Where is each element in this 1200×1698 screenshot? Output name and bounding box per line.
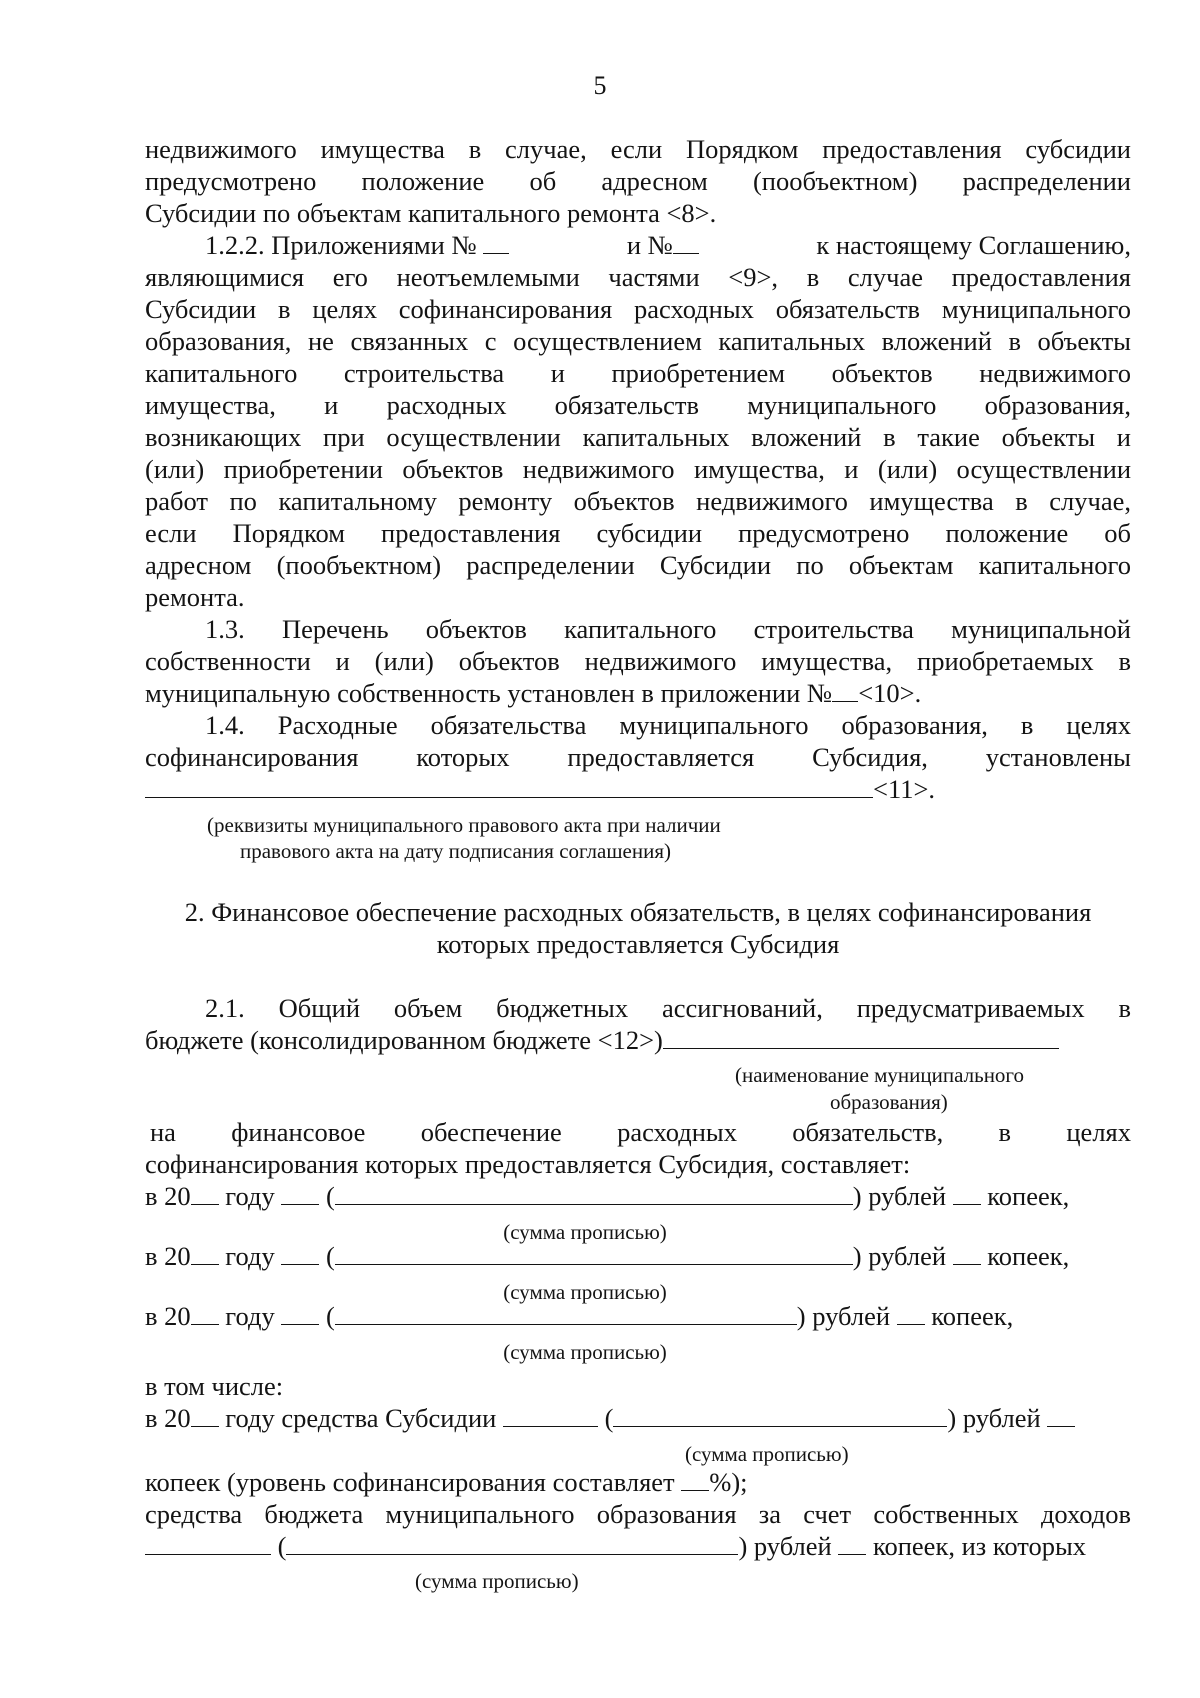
paragraph-line: возникающих при осуществлении капитальных вложений в такие объекты и	[145, 422, 1131, 452]
page-number: 5	[593, 71, 607, 100]
amount-blank[interactable]	[281, 1300, 319, 1325]
paragraph-line: образования, не связанных с осуществлением капитальных вложений в объекты	[145, 326, 1131, 356]
municipality-blank[interactable]	[663, 1024, 1059, 1049]
amount-words-blank[interactable]	[613, 1402, 947, 1427]
paragraph-line: в том числе:	[145, 1371, 284, 1401]
clause-2-1-line: 2.1. Общий объем бюджетных ассигнований, предусматриваемых в	[205, 993, 1131, 1023]
year-amount-row: в 20 году ( ) рублей копеек,	[145, 1241, 1070, 1271]
year-blank[interactable]	[191, 1402, 219, 1427]
legal-act-blank[interactable]	[145, 773, 873, 798]
blank-field[interactable]	[832, 677, 858, 702]
paragraph-line: муниципальную собственность установлен в приложении № <10>.	[145, 678, 922, 708]
caption: (сумма прописью)	[503, 1280, 667, 1304]
amount-words-blank[interactable]	[335, 1180, 853, 1205]
amount-words-blank[interactable]	[286, 1530, 738, 1555]
paragraph-line: бюджете (консолидированном бюджете <12>)	[145, 1024, 1131, 1057]
kopeks-blank[interactable]	[953, 1240, 981, 1265]
caption: правового акта на дату подписания соглашения)	[240, 839, 671, 863]
year-blank[interactable]	[191, 1180, 219, 1205]
paragraph-line: Субсидии в целях софинансирования расходных обязательств муниципального	[145, 294, 1131, 324]
paragraph-line: на финансовое обеспечение расходных обязательств, в целях	[150, 1117, 1131, 1147]
caption: (сумма прописью)	[415, 1569, 579, 1593]
clause-text: 1.2.2. Приложениями №	[205, 229, 509, 262]
year-amount-row: в 20 году ( ) рублей копеек,	[145, 1301, 1014, 1331]
year-blank[interactable]	[191, 1300, 219, 1325]
paragraph-line: работ по капитальному ремонту объектов недвижимого имущества в случае,	[145, 486, 1131, 516]
paragraph-line: имущества, и расходных обязательств муниципального образования,	[145, 390, 1131, 420]
paragraph-line: капитального строительства и приобретением объектов недвижимого	[145, 358, 1131, 388]
clause-text: к настоящему Соглашению,	[816, 230, 1131, 260]
paragraph-line: ремонта.	[145, 582, 245, 612]
kopeks-blank[interactable]	[838, 1530, 866, 1555]
kopeks-blank[interactable]	[1047, 1402, 1075, 1427]
amount-words-blank[interactable]	[335, 1300, 797, 1325]
section-heading: которых предоставляется Субсидия	[436, 929, 840, 959]
year-blank[interactable]	[191, 1240, 219, 1265]
paragraph-line: Субсидии по объектам капитального ремонта <8>.	[145, 198, 717, 228]
caption: (сумма прописью)	[685, 1442, 849, 1466]
paragraph-line: предусмотрено положение об адресном (пообъектном) распределении	[145, 166, 1131, 196]
clause-1-4-line: 1.4. Расходные обязательства муниципального образования, в целях	[205, 710, 1131, 740]
kopeks-blank[interactable]	[897, 1300, 925, 1325]
own-revenue-row: ( ) рублей копеек, из которых	[145, 1530, 1131, 1563]
percent-blank[interactable]	[681, 1466, 709, 1491]
kopeks-blank[interactable]	[953, 1180, 981, 1205]
caption: образования)	[830, 1090, 948, 1114]
caption: (наименование муниципального	[735, 1063, 1025, 1087]
caption: (сумма прописью)	[503, 1220, 667, 1244]
paragraph-line: недвижимого имущества в случае, если Порядком предоставления субсидии	[145, 134, 1131, 164]
caption: (реквизиты муниципального правового акта при наличии	[207, 813, 721, 837]
blank-field[interactable]	[673, 229, 699, 254]
blank-field[interactable]	[483, 229, 509, 254]
year-amount-row: в 20 году ( ) рублей копеек,	[145, 1181, 1070, 1211]
caption: (сумма прописью)	[503, 1340, 667, 1364]
amount-blank[interactable]	[281, 1180, 319, 1205]
paragraph-line: <11>.	[145, 773, 1131, 806]
amount-blank[interactable]	[281, 1240, 319, 1265]
paragraph-line: копеек (уровень софинансирования составляет %);	[145, 1467, 748, 1497]
paragraph-line: являющимися его неотъемлемыми частями <9>, в случае предоставления	[145, 262, 1131, 292]
paragraph-line: если Порядком предоставления субсидии предусмотрено положение об	[145, 518, 1131, 548]
amount-blank[interactable]	[145, 1530, 271, 1555]
amount-words-blank[interactable]	[335, 1240, 853, 1265]
paragraph-line: собственности и (или) объектов недвижимого имущества, приобретаемых в	[145, 646, 1131, 676]
clause-1-3-line: 1.3. Перечень объектов капитального строительства муниципальной	[205, 614, 1131, 644]
paragraph-line: софинансирования которых предоставляется Субсидия, установлены	[145, 742, 1131, 772]
paragraph-line: (или) приобретении объектов недвижимого имущества, и (или) осуществлении	[145, 454, 1131, 484]
paragraph-line: софинансирования которых предоставляется Субсидия, составляет:	[145, 1149, 911, 1179]
paragraph-line: адресном (пообъектном) распределении Субсидии по объектам капитального	[145, 550, 1131, 580]
amount-blank[interactable]	[503, 1402, 598, 1427]
section-heading: 2. Финансовое обеспечение расходных обязательств, в целях софинансирования	[184, 897, 1092, 927]
paragraph-line: средства бюджета муниципального образования за счет собственных доходов	[145, 1499, 1131, 1529]
subsidy-amount-row: в 20 году средства Субсидии ( ) рублей	[145, 1402, 1131, 1435]
clause-text: и №	[627, 229, 699, 262]
clause-1-2-2-first-line	[205, 229, 1131, 262]
